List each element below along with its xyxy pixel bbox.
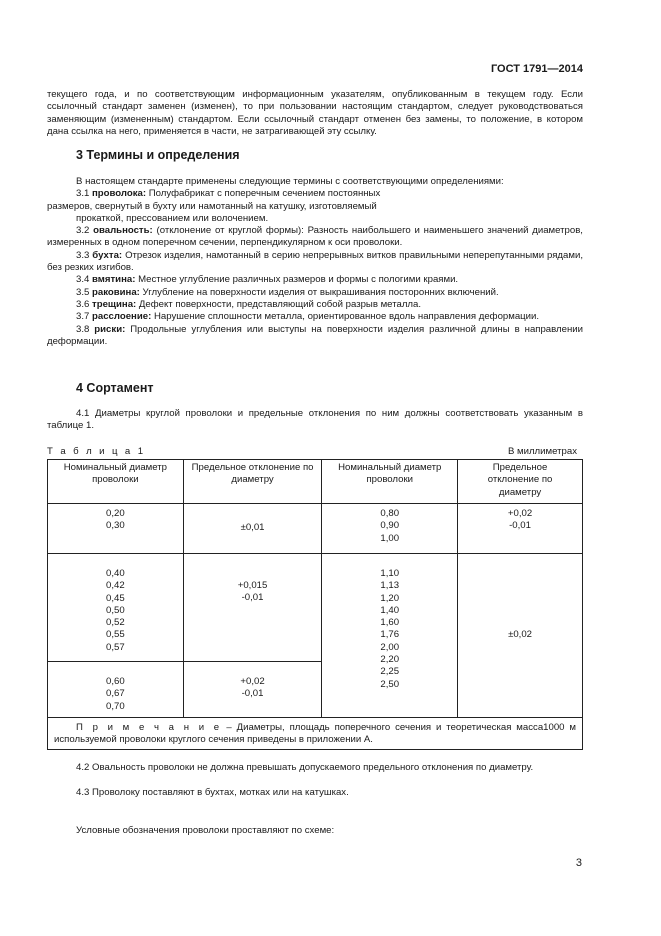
cell-diameters-group-2: 0,40 0,42 0,45 0,50 0,52 0,55 0,57 xyxy=(48,554,184,662)
cell-tolerance-group-1: ±0,01 xyxy=(183,504,322,554)
header-nominal-diameter-1: Номинальный диаметр проволоки xyxy=(48,460,184,504)
paragraph-4-1: 4.1 Диаметры круглой проволоки и предельные отклонения по ним должны соответствовать указанным в таблице 1. xyxy=(47,408,583,432)
intro-paragraph: текущего года, и по соответствующим информационным указателям, опубликованным в текущем году. Если ссылочный стандарт заменен (изменен), то при пользовании настоящим стандартом, следует руководствоваться заменяющим (измененным) стандартом. Если ссылочный стандарт отменен без замены, то положение, в котором дана ссылка на него, применяется в части, не затрагивающей эту ссылку. xyxy=(47,89,583,137)
document-id: ГОСТ 1791—2014 xyxy=(490,63,583,75)
header-nominal-diameter-2: Номинальный диаметр проволоки xyxy=(322,460,458,504)
term-3-1-cont-1: размеров, свернутый в бухту или намотанный на катушку, изготовляемый xyxy=(47,200,377,212)
cell-diameters-group-3: 0,60 0,67 0,70 xyxy=(48,662,184,718)
cell-diameters-group-1: 0,20 0,30 xyxy=(48,504,184,554)
cell-diameters-group-2b: 1,10 1,13 1,20 1,40 1,60 1,76 2,00 2,20 2,25 2,50 xyxy=(322,554,458,718)
section-3-body xyxy=(47,176,583,348)
paragraph-4-2: 4.2 Овальность проволоки не должна превышать допускаемого предельного отклонения по диаметру. xyxy=(76,762,534,773)
header-tolerance-2: Предельное отклонение по диаметру xyxy=(458,460,583,504)
term-3-1: 3.1 проволока: Полуфабрикат с поперечным сечением постоянных xyxy=(76,188,381,200)
page-number: 3 xyxy=(575,857,582,869)
cell-tolerance-group-2: +0,015 -0,01 xyxy=(183,554,322,662)
term-3-4: 3.4 вмятина: Местное углубление различных размеров и формы с пологими краями. xyxy=(76,274,459,286)
table-note-row xyxy=(48,718,583,750)
term-3-8: 3.8 риски: Продольные углубления или выступы на поверхности изделия различной длины в направлении деформации. xyxy=(47,323,583,347)
table-row xyxy=(48,554,583,662)
cell-tolerance-group-3: +0,02 -0,01 xyxy=(183,662,322,718)
term-3-2: 3.2 овальность: (отклонение от круглой формы): Разность наибольшего и наименьшего значений диаметров, измеренных в одном поперечном сечении, перпендикулярном к оси проволоки. xyxy=(47,225,583,249)
term-3-6: 3.6 трещина: Дефект поверхности, представляющий собой разрыв металла. xyxy=(76,298,422,310)
note-label: П р и м е ч а н и е xyxy=(76,722,222,733)
table-1 xyxy=(47,459,583,750)
cell-tolerance-group-2b: ±0,02 xyxy=(458,554,583,718)
table-units: В миллиметрах xyxy=(507,446,577,457)
section-3-lead: В настоящем стандарте применены следующие термины с соответствующими определениями: xyxy=(76,176,504,187)
cell-diameters-group-1b: 0,80 0,90 1,00 xyxy=(322,504,458,554)
table-header-row xyxy=(48,460,583,504)
note-text: – Диаметры, площадь поперечного сечения и теоретическая масса1000 м используемой проволоки круглого сечения приведены в приложении А. xyxy=(54,722,576,746)
table-caption: Т а б л и ц а 1 xyxy=(47,446,146,457)
section-4-title: 4 Сортамент xyxy=(76,381,154,395)
term-3-5: 3.5 раковина: Углубление на поверхности изделия от выкрашивания посторонних включений. xyxy=(76,286,499,298)
table-note xyxy=(48,718,583,750)
section-3-title: 3 Термины и определения xyxy=(76,148,240,162)
paragraph-4-3: 4.3 Проволоку поставляют в бухтах, мотках или на катушках. xyxy=(76,787,349,798)
table-row xyxy=(48,504,583,554)
cell-tolerance-group-1b: +0,02 -0,01 xyxy=(458,504,583,554)
header-tolerance-1: Предельное отклонение по диаметру xyxy=(183,460,322,504)
term-3-3: 3.3 бухта: Отрезок изделия, намотанный в серию непрерывных витков правильными неперепутанными рядами, без резких изгибов. xyxy=(47,249,583,274)
term-3-7: 3.7 расслоение: Нарушение сплошности металла, ориентированное вдоль направления деформации. xyxy=(76,311,540,323)
term-3-1-cont-2: прокаткой, прессованием или волочением. xyxy=(76,212,269,224)
paragraph-scheme: Условные обозначения проволоки проставляют по схеме: xyxy=(76,825,335,836)
